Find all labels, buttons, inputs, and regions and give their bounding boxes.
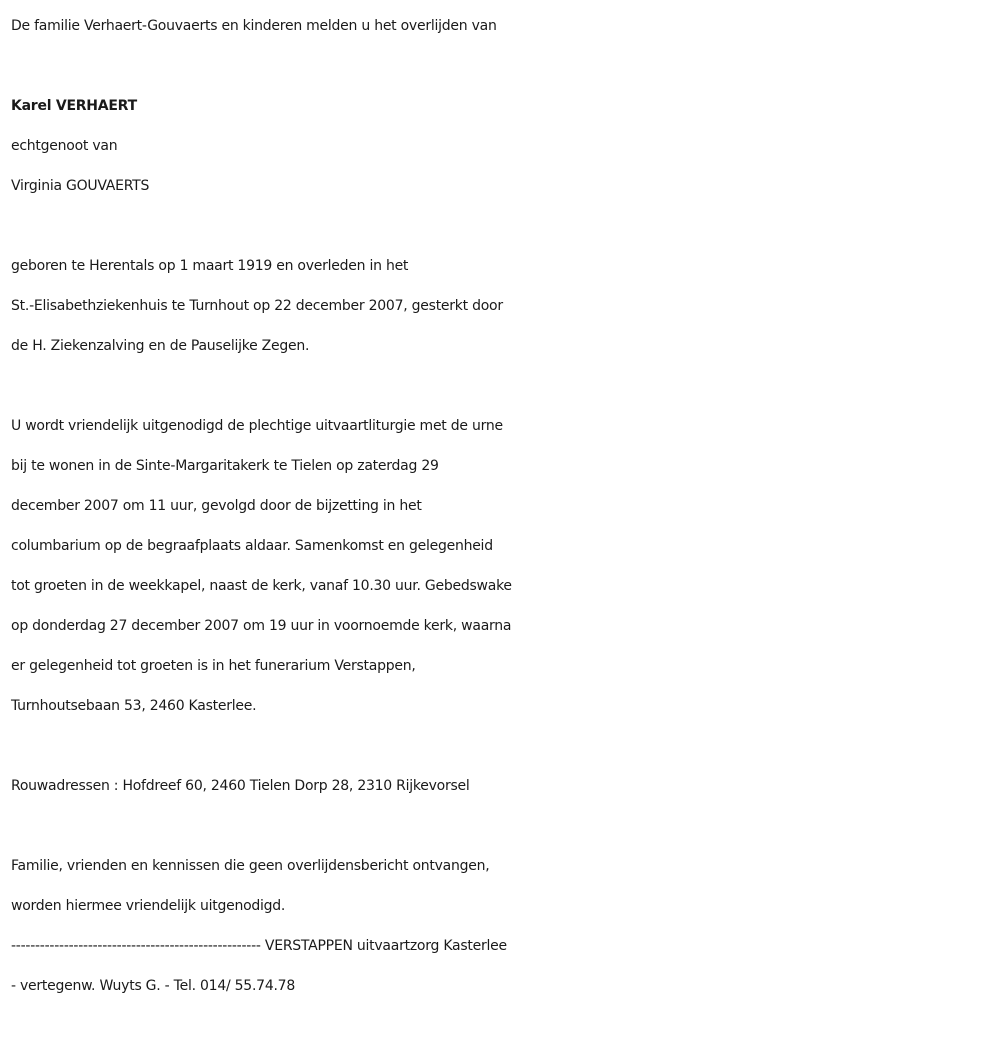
mourning-addresses: Rouwadressen : Hofdreef 60, 2460 Tielen Dorp 28, 2310 Rijkevorsel: [11, 778, 470, 794]
relation-text: echtgenoot van: [11, 138, 118, 154]
spacer: [11, 726, 995, 766]
birth-death-line: St.-Elisabethziekenhuis te Turnhout op 22 december 2007, gesterkt door: [11, 298, 503, 314]
spacer: [11, 806, 995, 846]
obituary-notice: [11, 6, 995, 1006]
funeral-line: er gelegenheid tot groeten is in het funerarium Verstappen,: [11, 658, 416, 674]
funeral-line: bij te wonen in de Sinte-Margaritakerk te Tielen op zaterdag 29: [11, 458, 439, 474]
intro-text: De familie Verhaert-Gouvaerts en kinderen melden u het overlijden van: [11, 18, 497, 34]
funeral-line: U wordt vriendelijk uitgenodigd de plechtige uitvaartliturgie met de urne: [11, 418, 503, 434]
funeral-line: Turnhoutsebaan 53, 2460 Kasterlee.: [11, 698, 257, 714]
funeral-home-line: ---------------------------------------------------- VERSTAPPEN uitvaartzorg Kasterlee: [11, 938, 507, 954]
birth-death-line: geboren te Herentals op 1 maart 1919 en overleden in het: [11, 258, 409, 274]
invitation-line: Familie, vrienden en kennissen die geen overlijdensbericht ontvangen,: [11, 858, 490, 874]
funeral-home-contact: - vertegenw. Wuyts G. - Tel. 014/ 55.74.78: [11, 978, 295, 994]
deceased-name: Karel VERHAERT: [11, 98, 137, 114]
invitation-line: worden hiermee vriendelijk uitgenodigd.: [11, 898, 286, 914]
spacer: [11, 366, 995, 406]
spacer: [11, 46, 995, 86]
funeral-line: tot groeten in de weekkapel, naast de kerk, vanaf 10.30 uur. Gebedswake: [11, 578, 512, 594]
spacer: [11, 206, 995, 246]
funeral-line: columbarium op de begraafplaats aldaar. Samenkomst en gelegenheid: [11, 538, 493, 554]
funeral-line: december 2007 om 11 uur, gevolgd door de bijzetting in het: [11, 498, 422, 514]
birth-death-line: de H. Ziekenzalving en de Pauselijke Zegen.: [11, 338, 310, 354]
spouse-name: Virginia GOUVAERTS: [11, 178, 150, 194]
funeral-line: op donderdag 27 december 2007 om 19 uur in voornoemde kerk, waarna: [11, 618, 512, 634]
